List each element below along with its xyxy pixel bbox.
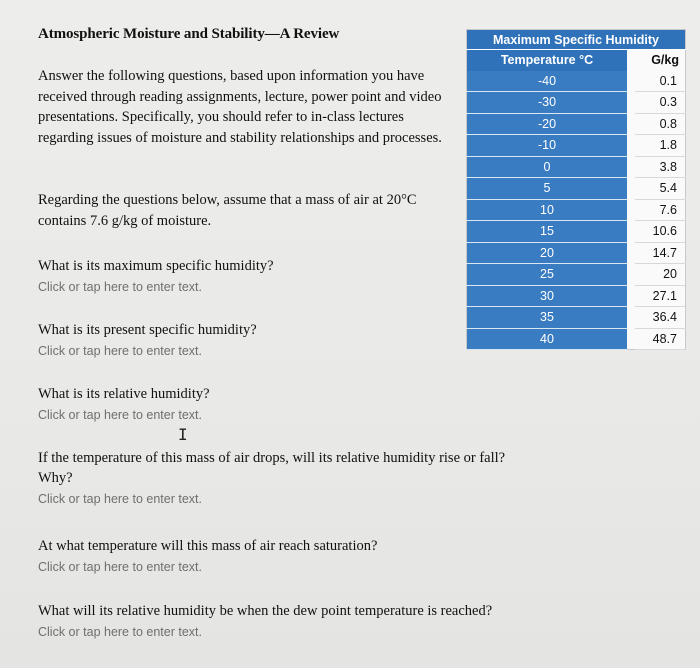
text-cursor-icon: I: [178, 425, 188, 444]
question-6-text: What will its relative humidity be when the dew point temperature is reached?: [38, 603, 493, 619]
question-2-text: What is its present specific humidity?: [38, 322, 257, 338]
question-4: [38, 448, 598, 509]
humidity-cell: 0.8: [635, 113, 686, 135]
temperature-cell: 10: [467, 199, 628, 221]
humidity-cell: 27.1: [635, 285, 686, 307]
humidity-cell: 20: [635, 264, 686, 286]
max-specific-humidity-table: [466, 29, 686, 350]
temperature-cell: -40: [467, 71, 628, 92]
humidity-cell: 36.4: [635, 307, 686, 329]
humidity-cell: 0.3: [635, 92, 686, 114]
humidity-cell: 1.8: [635, 135, 686, 157]
answer-field-4[interactable]: Click or tap here to enter text.: [38, 492, 202, 506]
column-header-gkg: G/kg: [635, 50, 686, 71]
page-title: Atmospheric Moisture and Stability—A Review: [38, 26, 340, 42]
table-row: [467, 135, 686, 157]
temperature-cell: 20: [467, 242, 628, 264]
question-2: [38, 320, 257, 361]
answer-field-5[interactable]: Click or tap here to enter text.: [38, 560, 202, 574]
assumption-paragraph: Regarding the questions below, assume that a mass of air at 20°C contains 7.6 g/kg of moisture.: [38, 192, 417, 229]
temperature-cell: 30: [467, 285, 628, 307]
question-4-why: Why?: [38, 470, 73, 486]
question-1: [38, 256, 274, 297]
question-5-text: At what temperature will this mass of air reach saturation?: [38, 538, 378, 554]
table-row: [467, 221, 686, 243]
table-row: [467, 178, 686, 200]
humidity-cell: 3.8: [635, 156, 686, 178]
temperature-cell: -10: [467, 135, 628, 157]
question-5: [38, 536, 377, 577]
answer-field-1[interactable]: Click or tap here to enter text.: [38, 280, 202, 294]
question-1-text: What is its maximum specific humidity?: [38, 258, 274, 274]
table-row: [467, 285, 686, 307]
table-row: [467, 264, 686, 286]
question-3: [38, 384, 210, 425]
humidity-cell: 48.7: [635, 328, 686, 350]
table-row: [467, 156, 686, 178]
table-title: Maximum Specific Humidity: [467, 30, 686, 50]
temperature-cell: 5: [467, 178, 628, 200]
humidity-cell: 14.7: [635, 242, 686, 264]
question-4-text: If the temperature of this mass of air drops, will its relative humidity rise or fall?: [38, 450, 506, 466]
intro-paragraph: Answer the following questions, based upon information you have received through reading assignments, lecture, power point and video presentations. Specifically, you should refer to in-class lectures regarding issues of moisture and stability relationships and processes.: [38, 68, 442, 146]
answer-field-2[interactable]: Click or tap here to enter text.: [38, 344, 202, 358]
temperature-cell: 0: [467, 156, 628, 178]
humidity-cell: 10.6: [635, 221, 686, 243]
table-row: [467, 307, 686, 329]
temperature-cell: 35: [467, 307, 628, 329]
temperature-cell: 15: [467, 221, 628, 243]
table-row: [467, 113, 686, 135]
humidity-cell: 0.1: [635, 71, 686, 92]
humidity-cell: 7.6: [635, 199, 686, 221]
temperature-cell: 25: [467, 264, 628, 286]
question-3-text: What is its relative humidity?: [38, 386, 210, 402]
table-row: [467, 328, 686, 350]
temperature-cell: -20: [467, 113, 628, 135]
table-row: [467, 242, 686, 264]
temperature-cell: 40: [467, 328, 628, 350]
table-row: [467, 199, 686, 221]
answer-field-3[interactable]: Click or tap here to enter text.: [38, 408, 202, 422]
table-row: [467, 92, 686, 114]
column-header-temperature: Temperature °C: [467, 50, 628, 71]
question-6: [38, 601, 492, 642]
answer-field-6[interactable]: Click or tap here to enter text.: [38, 625, 202, 639]
table-row: [467, 71, 686, 92]
humidity-cell: 5.4: [635, 178, 686, 200]
temperature-cell: -30: [467, 92, 628, 114]
